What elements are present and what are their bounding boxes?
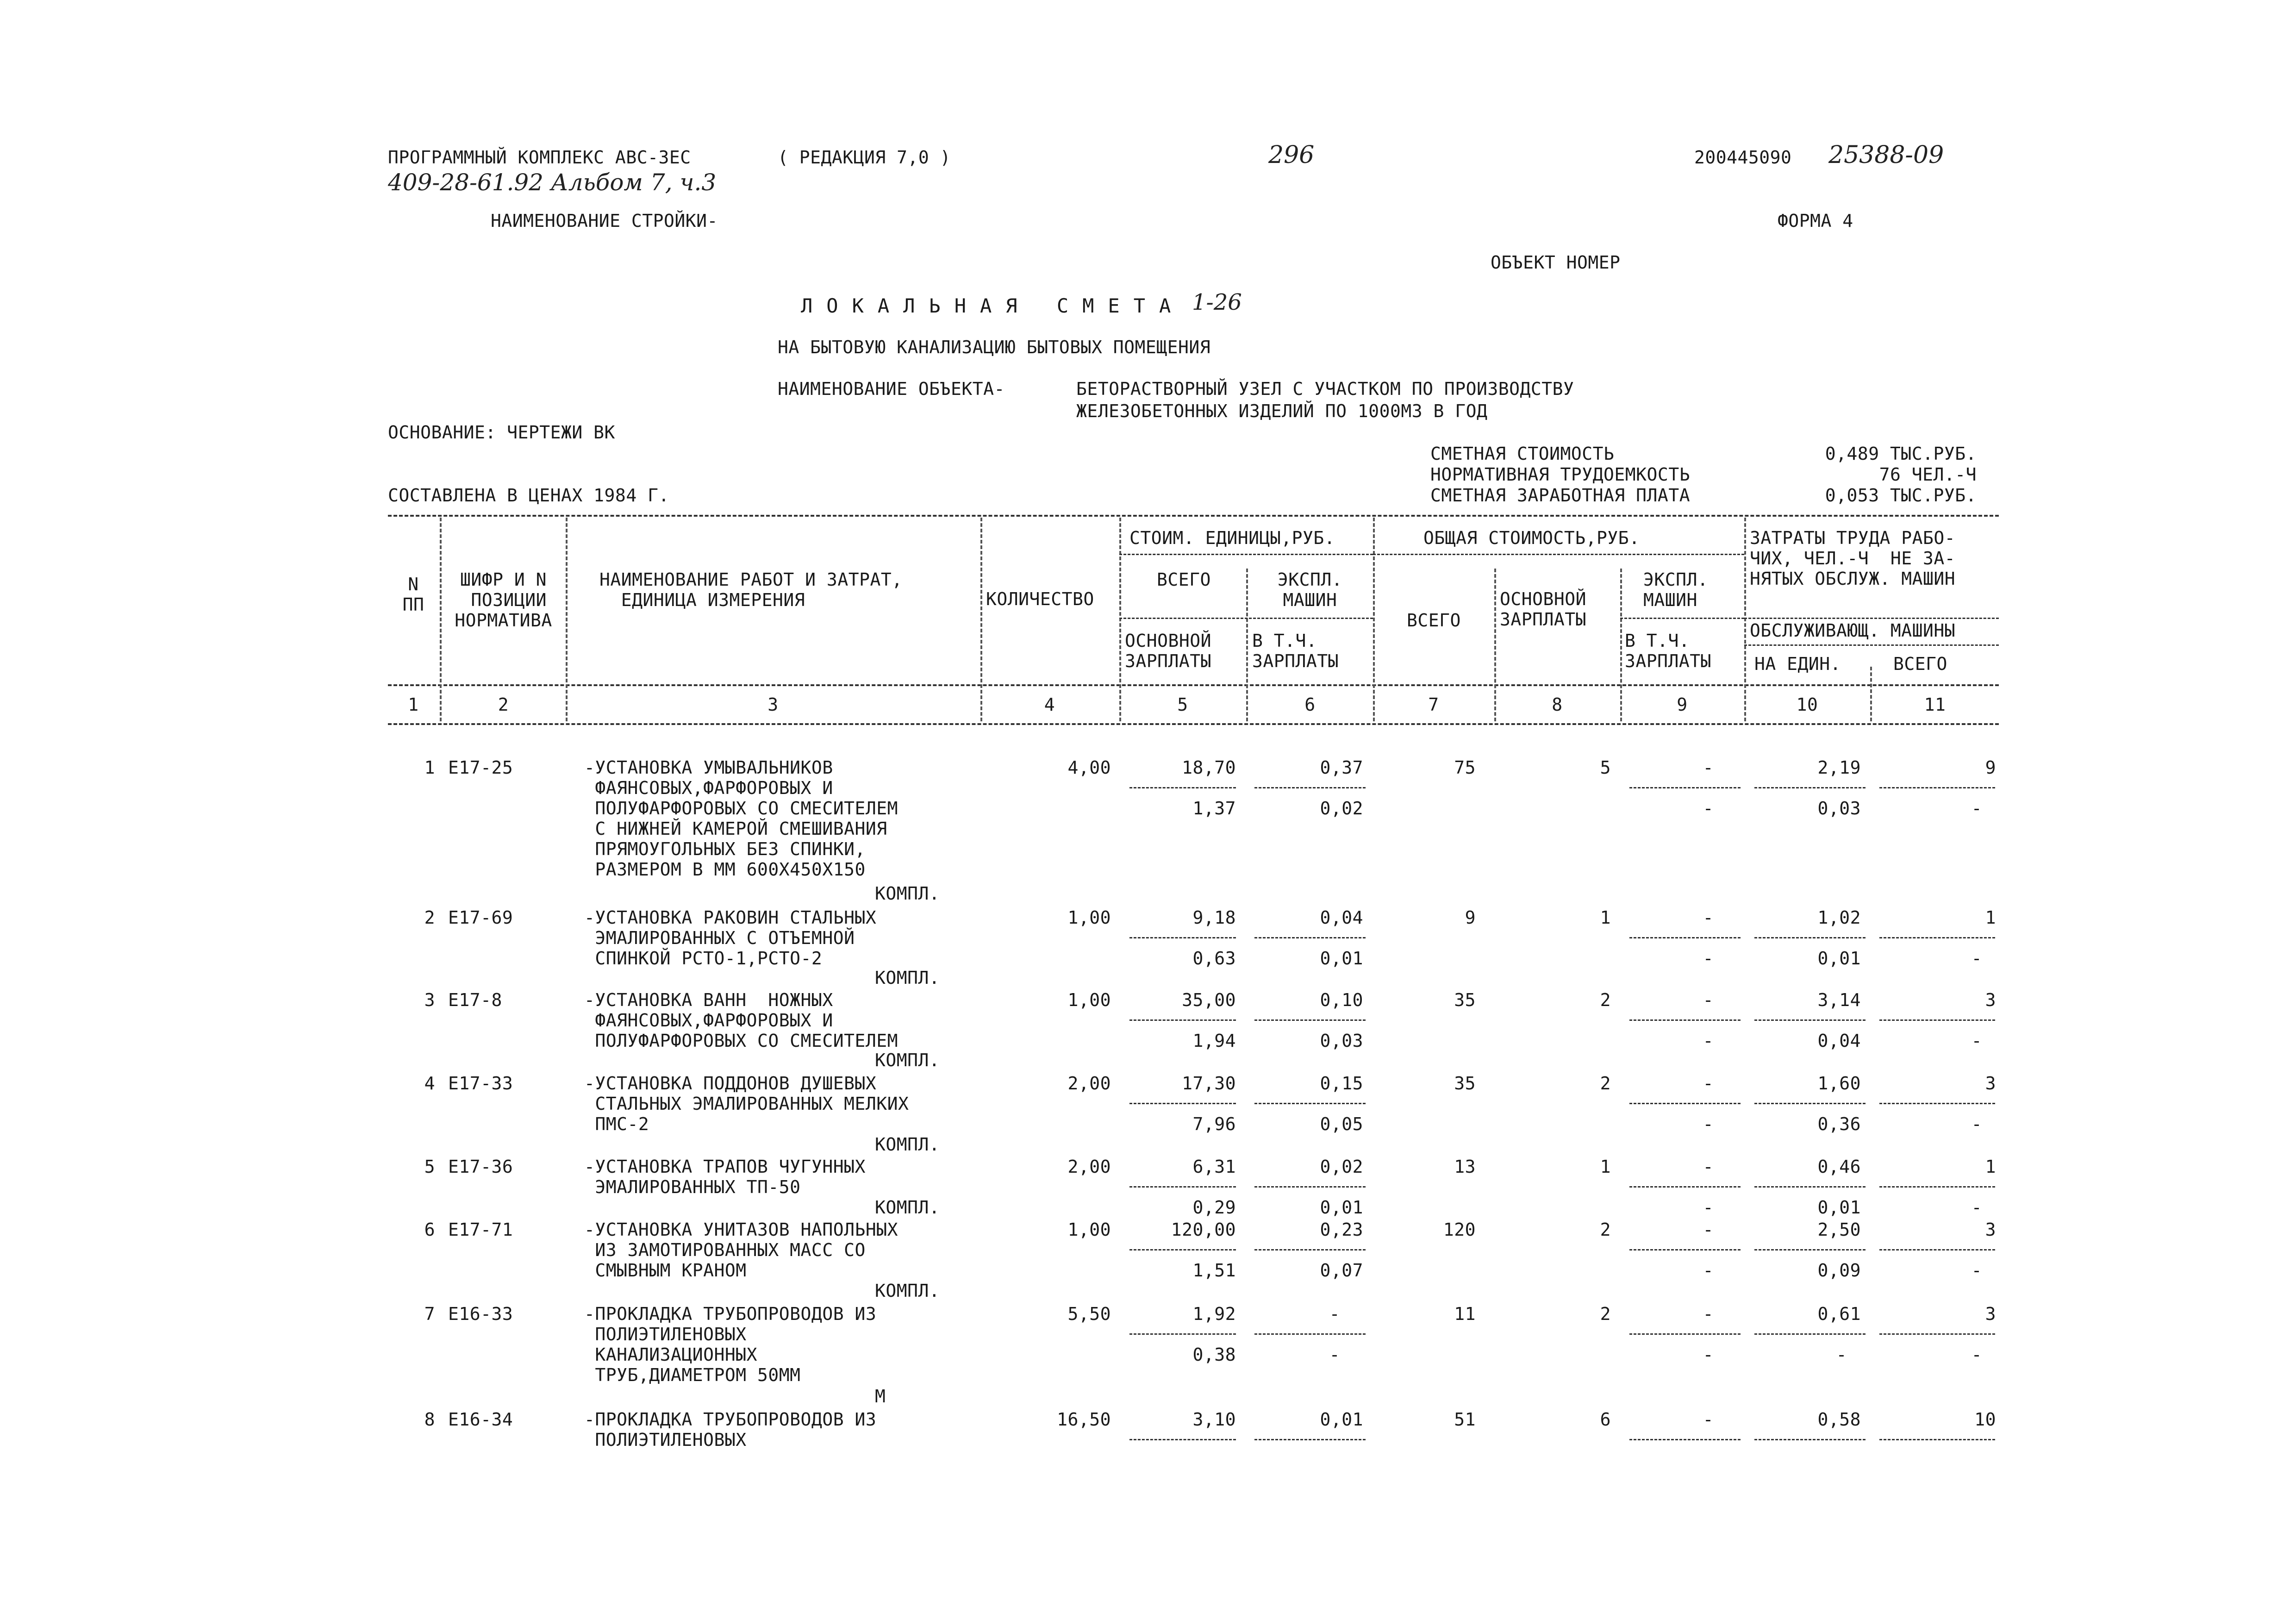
row-unit-total: 35,00: [1182, 990, 1236, 1010]
header-unit-incl-salary: В Т.Ч. ЗАРПЛАТЫ: [1252, 631, 1339, 671]
row-unit: КОМПЛ.: [875, 968, 940, 988]
row-description: -ПРОКЛАДКА ТРУБОПРОВОДОВ ИЗ ПОЛИЭТИЛЕНОВЫХ КАНАЛИЗАЦИОННЫХ ТРУБ,ДИАМЕТРОМ 50ММ: [584, 1304, 877, 1385]
row-unit-incl-salary: 0,01: [1320, 948, 1363, 969]
row-overall-base: 1: [1600, 1157, 1611, 1177]
row-code: Е17-71: [448, 1219, 513, 1240]
row-unit-incl-salary: 0,05: [1320, 1114, 1363, 1134]
header-overall-total: ВСЕГО: [1407, 610, 1461, 631]
row-separator: [1629, 1249, 1741, 1250]
row-overall-base: 2: [1600, 1304, 1611, 1324]
row-unit-incl-salary: 0,03: [1320, 1031, 1363, 1051]
header-unit-total: ВСЕГО: [1157, 569, 1211, 590]
row-description: -УСТАНОВКА ВАНН НОЖНЫХ ФАЯНСОВЫХ,ФАРФОРОВЫХ И ПОЛУФАРФОРОВЫХ СО СМЕСИТЕЛЕМ: [584, 990, 898, 1051]
page-number: 296: [1268, 141, 1315, 169]
row-overall-machines: -: [1703, 1073, 1714, 1094]
header-col-n: N ПП: [402, 574, 424, 615]
row-unit-machines: -: [1329, 1304, 1340, 1324]
row-labor-total: 9: [1985, 757, 1996, 778]
labor-rule-2: [1744, 644, 1999, 646]
document-code: 200445090: [1694, 147, 1792, 168]
col-sep: [440, 518, 442, 721]
row-separator: [1129, 787, 1236, 788]
row-labor-total: 10: [1974, 1409, 1996, 1430]
col-number: 3: [767, 694, 779, 715]
col-number: 8: [1552, 694, 1563, 715]
row-overall-base: 2: [1600, 1073, 1611, 1094]
row-unit-total: 3,10: [1192, 1409, 1236, 1430]
row-labor-total: 1: [1985, 1157, 1996, 1177]
row-code: Е17-25: [448, 757, 513, 778]
overall-cost-rule: [1373, 554, 1744, 555]
row-unit-total: 9,18: [1192, 907, 1236, 928]
row-quantity: 16,50: [1057, 1409, 1111, 1430]
col-number: 1: [408, 694, 419, 715]
row-description: -УСТАНОВКА РАКОВИН СТАЛЬНЫХ ЭМАЛИРОВАННЫХ С ОТЪЕМНОЙ СПИНКОЙ РСТО-1,РСТО-2: [584, 907, 877, 969]
row-labor-service-per-unit: 0,36: [1817, 1114, 1861, 1134]
estimate-subject: НА БЫТОВУЮ КАНАЛИЗАЦИЮ БЫТОВЫХ ПОМЕЩЕНИЯ: [778, 337, 1211, 357]
row-unit-total: 18,70: [1182, 757, 1236, 778]
row-overall-total: 13: [1454, 1157, 1476, 1177]
row-unit: М: [875, 1386, 886, 1407]
row-separator: [1629, 1186, 1741, 1188]
row-number: 6: [424, 1219, 435, 1240]
row-unit: КОМПЛ.: [875, 1050, 940, 1070]
row-labor-service-per-unit: 0,01: [1817, 948, 1861, 969]
row-quantity: 2,00: [1067, 1073, 1111, 1094]
row-separator: [1754, 1249, 1866, 1250]
summary-label-labor: НОРМАТИВНАЯ ТРУДОЕМКОСТЬ: [1430, 464, 1691, 485]
row-quantity: 5,50: [1067, 1304, 1111, 1324]
header-labor-service: ОБСЛУЖИВАЮЩ. МАШИНЫ: [1750, 620, 1956, 641]
row-separator: [1879, 937, 1995, 938]
row-separator: [1129, 1333, 1236, 1335]
numbers-bottom-rule: [388, 723, 1999, 725]
row-unit-base-salary: 7,96: [1192, 1114, 1236, 1134]
header-top-rule: [388, 515, 1999, 517]
row-separator: [1629, 937, 1741, 938]
header-overall-machines: ЭКСПЛ. МАШИН: [1643, 569, 1709, 610]
row-unit-total: 17,30: [1182, 1073, 1236, 1094]
col-number: 11: [1924, 694, 1946, 715]
unit-cost-mid-rule: [1119, 618, 1373, 619]
summary-value-labor: 76 ЧЕЛ.-Ч: [1879, 464, 1977, 485]
row-quantity: 1,00: [1067, 907, 1111, 928]
header-overall-incl: В Т.Ч. ЗАРПЛАТЫ: [1625, 631, 1712, 671]
row-separator: [1129, 937, 1236, 938]
row-separator: [1629, 787, 1741, 788]
row-overall-incl: -: [1703, 1260, 1714, 1281]
object-name-line1: БЕТОРАСТВОРНЫЙ УЗЕЛ С УЧАСТКОМ ПО ПРОИЗВОДСТВУ: [1076, 379, 1574, 399]
col-sep: [1744, 518, 1746, 721]
header-labor-per-unit: НА ЕДИН.: [1754, 654, 1841, 674]
header-labor-total: ВСЕГО: [1893, 654, 1947, 674]
row-labor-total: 3: [1985, 1219, 1996, 1240]
row-labor-service-total: -: [1971, 1031, 1982, 1051]
row-unit-total: 6,31: [1192, 1157, 1236, 1177]
estimate-number: 1-26: [1192, 289, 1242, 315]
basis-label: ОСНОВАНИЕ: ЧЕРТЕЖИ ВК: [388, 422, 615, 443]
row-overall-base: 2: [1600, 1219, 1611, 1240]
row-overall-machines: -: [1703, 1409, 1714, 1430]
row-separator: [1754, 1186, 1866, 1188]
row-quantity: 1,00: [1067, 1219, 1111, 1240]
row-overall-machines: -: [1703, 990, 1714, 1010]
row-separator: [1754, 937, 1866, 938]
row-unit: КОМПЛ.: [875, 1134, 940, 1155]
row-number: 8: [424, 1409, 435, 1430]
row-separator: [1254, 937, 1366, 938]
row-separator: [1754, 787, 1866, 788]
col-number: 10: [1796, 694, 1818, 715]
row-overall-incl: -: [1703, 948, 1714, 969]
row-labor-service-per-unit: 0,01: [1817, 1197, 1861, 1218]
row-labor-total: 3: [1985, 990, 1996, 1010]
row-separator: [1254, 787, 1366, 788]
row-code: Е16-33: [448, 1304, 513, 1324]
row-separator: [1629, 1439, 1741, 1440]
row-separator: [1879, 787, 1995, 788]
row-unit-total: 120,00: [1171, 1219, 1236, 1240]
row-unit-incl-salary: -: [1329, 1344, 1340, 1365]
row-overall-incl: -: [1703, 1031, 1714, 1051]
row-overall-total: 120: [1443, 1219, 1476, 1240]
row-description: -УСТАНОВКА УНИТАЗОВ НАПОЛЬНЫХ ИЗ ЗАМОТИРОВАННЫХ МАСС СО СМЫВНЫМ КРАНОМ: [584, 1219, 898, 1281]
row-quantity: 1,00: [1067, 990, 1111, 1010]
object-name-line2: ЖЕЛЕЗОБЕТОННЫХ ИЗДЕЛИЙ ПО 1000М3 В ГОД: [1076, 401, 1488, 421]
row-labor-per-unit: 2,50: [1817, 1219, 1861, 1240]
row-labor-service-total: -: [1971, 798, 1982, 819]
row-unit-machines: 0,04: [1320, 907, 1363, 928]
col-number: 6: [1304, 694, 1316, 715]
row-unit-machines: 0,37: [1320, 757, 1363, 778]
row-unit-total: 1,92: [1192, 1304, 1236, 1324]
row-overall-total: 35: [1454, 1073, 1476, 1094]
col-number: 4: [1044, 694, 1055, 715]
row-unit-base-salary: 1,51: [1192, 1260, 1236, 1281]
row-separator: [1129, 1019, 1236, 1021]
row-overall-total: 11: [1454, 1304, 1476, 1324]
row-number: 7: [424, 1304, 435, 1324]
row-labor-per-unit: 2,19: [1817, 757, 1861, 778]
row-labor-service-total: -: [1971, 1260, 1982, 1281]
row-unit-base-salary: 0,38: [1192, 1344, 1236, 1365]
row-separator: [1129, 1186, 1236, 1188]
row-code: Е17-36: [448, 1157, 513, 1177]
row-overall-machines: -: [1703, 1219, 1714, 1240]
row-labor-service-total: -: [1971, 948, 1982, 969]
row-separator: [1879, 1186, 1995, 1188]
row-number: 4: [424, 1073, 435, 1094]
row-separator: [1629, 1333, 1741, 1335]
unit-cost-rule: [1119, 554, 1373, 555]
object-number-label: ОБЪЕКТ НОМЕР: [1491, 252, 1621, 273]
construction-label: НАИМЕНОВАНИЕ СТРОЙКИ-: [491, 211, 718, 231]
object-name-label: НАИМЕНОВАНИЕ ОБЪЕКТА-: [778, 379, 1005, 399]
row-quantity: 2,00: [1067, 1157, 1111, 1177]
row-labor-service-per-unit: -: [1836, 1344, 1847, 1365]
header-bottom-rule: [388, 684, 1999, 686]
header-unit-machines: ЭКСПЛ. МАШИН: [1277, 569, 1343, 610]
overall-machines-mid-rule: [1620, 618, 1744, 619]
row-labor-service-per-unit: 0,04: [1817, 1031, 1861, 1051]
col-number: 2: [498, 694, 509, 715]
row-separator: [1879, 1249, 1995, 1250]
row-separator: [1254, 1439, 1366, 1440]
header-col-code: ШИФР И N ПОЗИЦИИ НОРМАТИВА: [455, 569, 552, 631]
row-description: -УСТАНОВКА УМЫВАЛЬНИКОВ ФАЯНСОВЫХ,ФАРФОРОВЫХ И ПОЛУФАРФОРОВЫХ СО СМЕСИТЕЛЕМ С НИЖНЕЙ КАМЕРОЙ СМЕШИВАНИЯ ПРЯМОУГОЛЬНЫХ БЕЗ СПИНКИ, РАЗМЕРОМ В ММ 600Х450Х150: [584, 757, 898, 880]
row-labor-per-unit: 3,14: [1817, 990, 1861, 1010]
row-separator: [1879, 1103, 1995, 1104]
row-overall-incl: -: [1703, 1114, 1714, 1134]
row-unit-base-salary: 1,37: [1192, 798, 1236, 819]
row-unit-base-salary: 0,29: [1192, 1197, 1236, 1218]
row-separator: [1754, 1019, 1866, 1021]
row-separator: [1754, 1333, 1866, 1335]
row-labor-service-total: -: [1971, 1344, 1982, 1365]
row-labor-per-unit: 1,60: [1817, 1073, 1861, 1094]
album-note: 409-28-61.92 Альбом 7, ч.3: [388, 169, 717, 196]
row-separator: [1754, 1103, 1866, 1104]
row-unit-incl-salary: 0,02: [1320, 798, 1363, 819]
row-unit-machines: 0,01: [1320, 1409, 1363, 1430]
row-unit: КОМПЛ.: [875, 883, 940, 904]
header-labor: ЗАТРАТЫ ТРУДА РАБО- ЧИХ, ЧЕЛ.-Ч НЕ ЗА- НЯТЫХ ОБСЛУЖ. МАШИН: [1750, 528, 1956, 589]
row-separator: [1629, 1103, 1741, 1104]
row-unit: КОМПЛ.: [875, 1281, 940, 1301]
header-col-description: НАИМЕНОВАНИЕ РАБОТ И ЗАТРАТ, ЕДИНИЦА ИЗМЕРЕНИЯ: [599, 569, 903, 610]
document-title: ЛОКАЛЬНАЯ СМЕТА: [801, 294, 1185, 317]
row-overall-machines: -: [1703, 907, 1714, 928]
header-overall-cost: ОБЩАЯ СТОИМОСТЬ,РУБ.: [1423, 528, 1640, 548]
row-description: -УСТАНОВКА ТРАПОВ ЧУГУННЫХ ЭМАЛИРОВАННЫХ ТП-50: [584, 1157, 866, 1197]
row-overall-incl: -: [1703, 1197, 1714, 1218]
col-number: 7: [1428, 694, 1439, 715]
row-separator: [1254, 1103, 1366, 1104]
row-separator: [1754, 1439, 1866, 1440]
row-labor-total: 3: [1985, 1304, 1996, 1324]
row-description: -ПРОКЛАДКА ТРУБОПРОВОДОВ ИЗ ПОЛИЭТИЛЕНОВЫХ: [584, 1409, 877, 1450]
row-number: 3: [424, 990, 435, 1010]
row-unit-machines: 0,23: [1320, 1219, 1363, 1240]
row-overall-machines: -: [1703, 757, 1714, 778]
header-col-quantity: КОЛИЧЕСТВО: [986, 589, 1094, 609]
row-unit-incl-salary: 0,07: [1320, 1260, 1363, 1281]
row-separator: [1879, 1333, 1995, 1335]
row-unit-base-salary: 0,63: [1192, 948, 1236, 969]
summary-value-cost: 0,489 ТЫС.РУБ.: [1825, 444, 1977, 464]
row-overall-incl: -: [1703, 1344, 1714, 1365]
header-unit-cost: СТОИМ. ЕДИНИЦЫ,РУБ.: [1129, 528, 1335, 548]
row-unit-machines: 0,10: [1320, 990, 1363, 1010]
row-unit-machines: 0,02: [1320, 1157, 1363, 1177]
header-overall-base: ОСНОВНОЙ ЗАРПЛАТЫ: [1500, 589, 1587, 630]
row-unit-base-salary: 1,94: [1192, 1031, 1236, 1051]
row-code: Е17-8: [448, 990, 502, 1010]
row-code: Е17-69: [448, 907, 513, 928]
col-sep: [566, 518, 568, 721]
row-separator: [1254, 1333, 1366, 1335]
row-unit-machines: 0,15: [1320, 1073, 1363, 1094]
summary-label-cost: СМЕТНАЯ СТОИМОСТЬ: [1430, 444, 1615, 464]
row-overall-base: 5: [1600, 757, 1611, 778]
row-unit-incl-salary: 0,01: [1320, 1197, 1363, 1218]
row-labor-per-unit: 0,58: [1817, 1409, 1861, 1430]
document-code-handwritten: 25388-09: [1828, 141, 1944, 169]
prices-label: СОСТАВЛЕНА В ЦЕНАХ 1984 Г.: [388, 485, 669, 506]
row-labor-service-total: -: [1971, 1197, 1982, 1218]
row-labor-total: 1: [1985, 907, 1996, 928]
row-quantity: 4,00: [1067, 757, 1111, 778]
row-overall-base: 1: [1600, 907, 1611, 928]
row-overall-total: 51: [1454, 1409, 1476, 1430]
row-labor-service-per-unit: 0,03: [1817, 798, 1861, 819]
row-separator: [1129, 1439, 1236, 1440]
row-overall-total: 35: [1454, 990, 1476, 1010]
row-separator: [1254, 1019, 1366, 1021]
col-sep: [1119, 518, 1121, 721]
row-separator: [1129, 1249, 1236, 1250]
row-description: -УСТАНОВКА ПОДДОНОВ ДУШЕВЫХ СТАЛЬНЫХ ЭМАЛИРОВАННЫХ МЕЛКИХ ПМС-2: [584, 1073, 909, 1134]
col-number: 5: [1177, 694, 1188, 715]
program-name: ПРОГРАММНЫЙ КОМПЛЕКС АВС-3ЕС: [388, 147, 691, 168]
row-overall-machines: -: [1703, 1304, 1714, 1324]
row-separator: [1879, 1019, 1995, 1021]
row-number: 2: [424, 907, 435, 928]
row-labor-per-unit: 0,46: [1817, 1157, 1861, 1177]
labor-rule-1: [1744, 618, 1999, 619]
row-overall-total: 9: [1465, 907, 1476, 928]
edition-label: ( РЕДАКЦИЯ 7,0 ): [778, 147, 951, 168]
row-code: Е16-34: [448, 1409, 513, 1430]
header-unit-base-salary: ОСНОВНОЙ ЗАРПЛАТЫ: [1125, 631, 1212, 671]
row-number: 5: [424, 1157, 435, 1177]
row-unit: КОМПЛ.: [875, 1197, 940, 1218]
row-overall-base: 6: [1600, 1409, 1611, 1430]
row-separator: [1629, 1019, 1741, 1021]
row-labor-service-total: -: [1971, 1114, 1982, 1134]
row-labor-service-per-unit: 0,09: [1817, 1260, 1861, 1281]
row-separator: [1254, 1186, 1366, 1188]
row-separator: [1129, 1103, 1236, 1104]
row-overall-total: 75: [1454, 757, 1476, 778]
row-separator: [1879, 1439, 1995, 1440]
row-overall-incl: -: [1703, 798, 1714, 819]
col-number: 9: [1677, 694, 1688, 715]
row-labor-per-unit: 1,02: [1817, 907, 1861, 928]
form-label: ФОРМА 4: [1778, 211, 1853, 231]
row-labor-per-unit: 0,61: [1817, 1304, 1861, 1324]
col-sep: [980, 518, 982, 721]
row-number: 1: [424, 757, 435, 778]
row-code: Е17-33: [448, 1073, 513, 1094]
summary-label-salary: СМЕТНАЯ ЗАРАБОТНАЯ ПЛАТА: [1430, 485, 1691, 506]
summary-value-salary: 0,053 ТЫС.РУБ.: [1825, 485, 1977, 506]
row-separator: [1254, 1249, 1366, 1250]
row-overall-base: 2: [1600, 990, 1611, 1010]
row-labor-total: 3: [1985, 1073, 1996, 1094]
row-overall-machines: -: [1703, 1157, 1714, 1177]
